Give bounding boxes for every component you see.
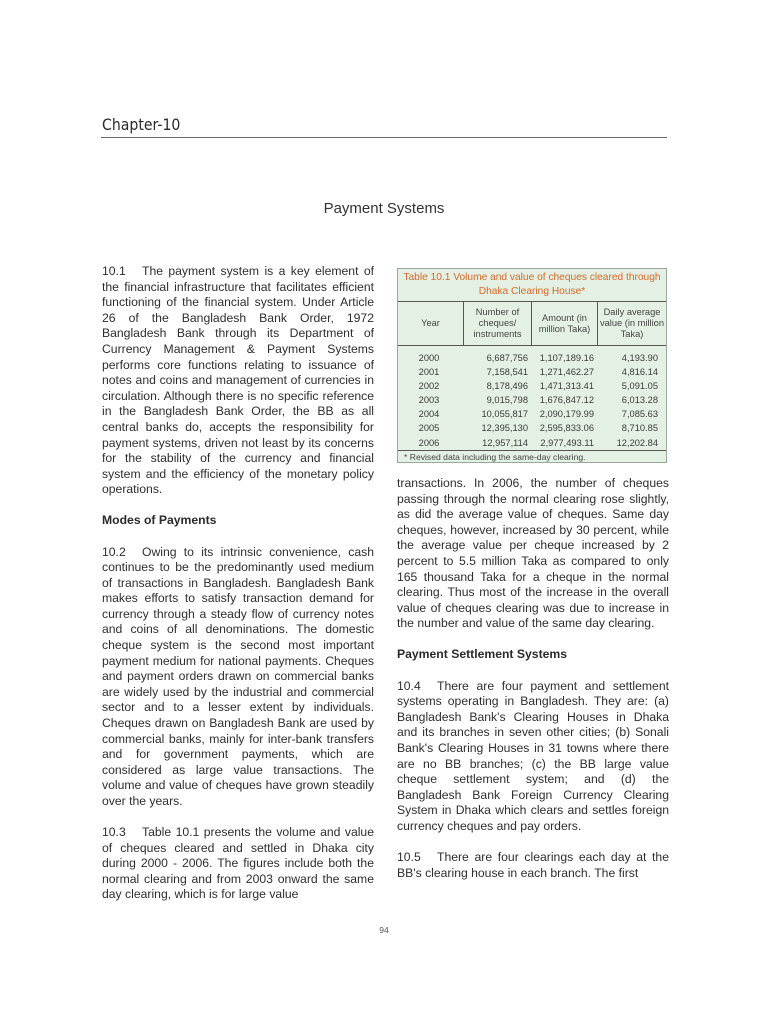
cell-count: 12,957,114 xyxy=(482,437,528,448)
paragraph-number: 10.1 xyxy=(102,264,126,278)
cell-year: 2001 xyxy=(418,367,440,378)
table-header-row xyxy=(398,301,666,346)
paragraph-number: 10.4 xyxy=(397,678,421,693)
cell-count: 8,178,496 xyxy=(486,381,528,392)
table-row xyxy=(398,421,666,435)
page-title: Payment Systems xyxy=(323,200,445,217)
cell-year: 2002 xyxy=(418,381,440,392)
right-column xyxy=(397,476,669,897)
chapter-label: Chapter-10 xyxy=(102,115,181,134)
paragraph-text: Owing to its intrinsic convenience, cash continues to be the predominantly used medium of transactions in Bangladesh. Bangladesh Bank makes efforts to satisfy transaction demand for currency through a steady flow of currency notes and coins of all denominations. The domestic cheque system is the second most important payment medium for national payments. Cheques and payment orders drawn on commercial banks are widely used by the industrial and commercial sector and to a lesser extent by individuals. Cheques drawn on Bangladesh Bank are used by commercial banks, mainly for inter-bank transfers and for government payments, which are considered as large value transactions. The volume and value of cheques have grown steadily over the years. xyxy=(102,544,374,808)
cell-daily-avg: 5,091.05 xyxy=(621,381,658,392)
table-body xyxy=(398,346,666,450)
table-row xyxy=(398,436,666,450)
paragraph-10-1 xyxy=(102,264,374,498)
cell-daily-avg: 7,085.63 xyxy=(621,409,658,420)
header-daily-average: Daily average value (in million Taka) xyxy=(599,307,665,339)
paragraph-10-5 xyxy=(397,850,669,881)
cell-daily-avg: 8,710.85 xyxy=(621,423,658,434)
section-heading-payment-settlement-systems: Payment Settlement Systems xyxy=(397,647,568,662)
table-row xyxy=(398,365,666,379)
header-amount: Amount (in million Taka) xyxy=(532,302,598,345)
cell-daily-avg: 6,013.28 xyxy=(621,395,658,406)
cell-count: 10,055,817 xyxy=(481,409,528,420)
cell-year: 2006 xyxy=(418,437,440,448)
cell-count: 12,395,130 xyxy=(481,423,528,434)
table-caption-line2: Dhaka Clearing House* xyxy=(478,286,586,297)
chapter-divider xyxy=(101,137,667,138)
paragraph-text: Table 10.1 presents the volume and value of cheques cleared and settled in Dhaka city during 2000 - 2006. The figures include both the normal clearing and from 2003 onward the same day clearing, which is for large value xyxy=(102,825,374,902)
table-footnote: * Revised data including the same-day clearing. xyxy=(398,450,666,464)
cell-daily-avg: 12,202.84 xyxy=(616,437,658,448)
cell-count: 7,158,541 xyxy=(486,367,528,378)
cell-daily-avg: 4,193.90 xyxy=(621,353,658,363)
paragraph-text: The payment system is a key element of the financial infrastructure that facilitates efficient functioning of the financial system. Under Article 26 of the Bangladesh Bank Order, 1972 Bangladesh Bank through its Department of Currency Management & Payment Systems performs core functions relating to issuance of notes and coins and management of currencies in circulation. Although there is no specific reference in the Bangladesh Bank Order, the BB as all central banks do, accepts the responsibility for payment systems, driven not least by its concerns for the stability of the currency and financial system and the efficiency of the monetary policy operations. xyxy=(102,264,374,497)
paragraph-10-2 xyxy=(102,545,374,810)
table-row xyxy=(398,407,666,421)
header-year: Year xyxy=(398,302,464,345)
table-row xyxy=(398,351,666,365)
cell-count: 6,687,756 xyxy=(486,353,528,363)
cell-daily-avg: 4,816.14 xyxy=(621,367,658,378)
cell-amount: 1,471,313.41 xyxy=(539,381,594,392)
paragraph-10-4 xyxy=(397,679,669,835)
section-heading-modes-of-payments: Modes of Payments xyxy=(102,513,217,528)
cell-year: 2003 xyxy=(418,395,440,406)
paragraph-text: There are four clearings each day at the BB's clearing house in each branch. The first xyxy=(397,849,669,880)
table-caption-line1: Table 10.1 Volume and value of cheques cleared through xyxy=(403,272,661,283)
cell-year: 2000 xyxy=(418,353,440,363)
paragraph-10-3-continued: transactions. In 2006, the number of cheques passing through the normal clearing rose slightly, as did the average value of cheques. Same day cheques, however, increased by 30 percent, while the average value per cheque increased by 2 percent to 5.5 million Taka as compared to only 165 thousand Taka for a cheque in the normal clearing. Thus most of the increase in the overall value of cheques clearing was due to increase in the number and value of the same day clearing. xyxy=(397,476,669,631)
table-caption xyxy=(398,269,666,301)
cell-year: 2005 xyxy=(418,423,440,434)
table-10-1 xyxy=(397,268,667,463)
cell-amount: 2,977,493.11 xyxy=(540,437,594,448)
header-number-of-cheques: Number of cheques/ instruments xyxy=(464,302,532,345)
cell-year: 2004 xyxy=(418,409,440,420)
cell-count: 9,015,798 xyxy=(486,395,528,406)
table-row xyxy=(398,393,666,407)
paragraph-number: 10.5 xyxy=(397,849,421,864)
cell-amount: 1,271,462.27 xyxy=(539,367,594,378)
paragraph-text: There are four payment and settlement systems operating in Bangladesh. They are: (a) Bangladesh Bank's Clearing Houses in Dhaka and its branches in seven other cities; (b) Sonali Bank's Clearing Houses in 31 towns where there are no BB branches; (c) the BB large value cheque settlement system; and (d) the Bangladesh Bank Foreign Currency Clearing System in Dhaka which clears and settles foreign currency cheques and pay orders. xyxy=(397,678,669,833)
table-row xyxy=(398,379,666,393)
cell-amount: 1,107,189.16 xyxy=(539,353,594,363)
left-column xyxy=(102,264,374,919)
page-number: 94 xyxy=(379,925,389,935)
paragraph-number: 10.3 xyxy=(102,825,126,840)
cell-amount: 1,676,847.12 xyxy=(539,395,594,406)
cell-amount: 2,090,179.99 xyxy=(539,409,594,420)
cell-amount: 2,595,833.06 xyxy=(539,423,594,434)
paragraph-number: 10.2 xyxy=(102,544,126,559)
paragraph-10-3 xyxy=(102,825,374,903)
